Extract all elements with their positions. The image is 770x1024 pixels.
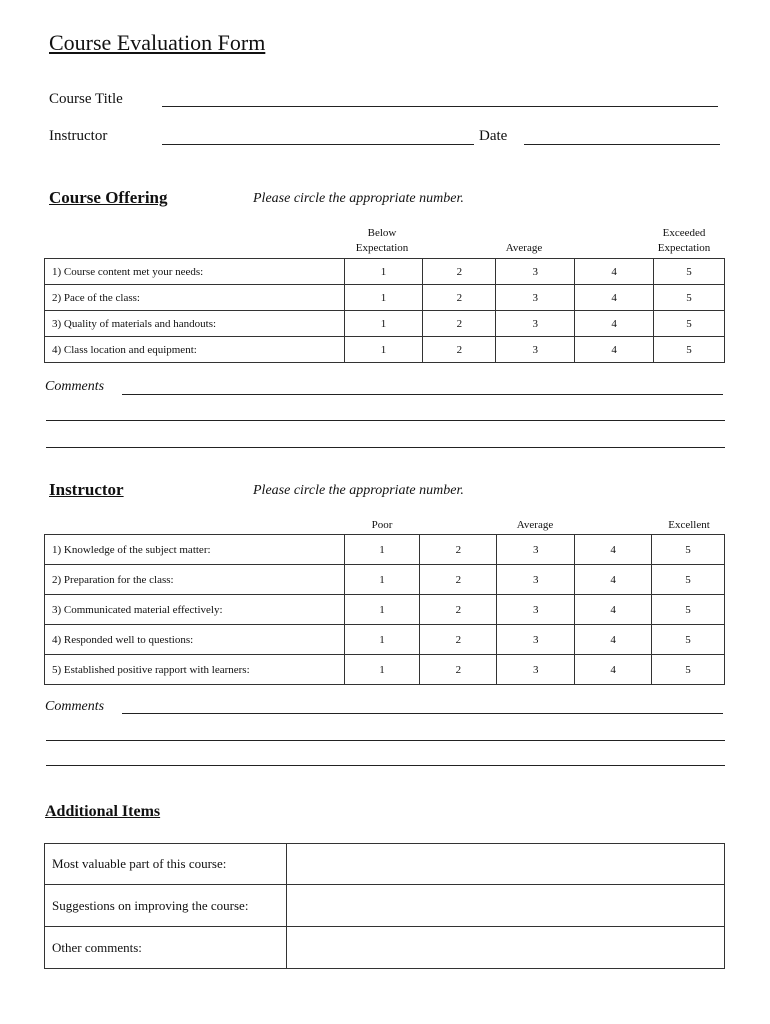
additional-item-answer[interactable] [286, 885, 724, 927]
rating-row [45, 625, 725, 655]
rating-option[interactable]: 2 [423, 337, 496, 363]
rating-option[interactable]: 2 [420, 595, 497, 625]
question-label: 4) Responded well to questions: [45, 625, 345, 655]
rating-row [45, 259, 725, 285]
additional-item-label: Most valuable part of this course: [45, 844, 287, 885]
question-label: 2) Pace of the class: [45, 285, 345, 311]
rating-option[interactable]: 2 [420, 655, 497, 685]
scale-header-poor: Poor [371, 519, 393, 531]
course-offering-comments-line-1[interactable] [122, 394, 723, 395]
instructor-heading: Instructor [49, 480, 124, 499]
rating-option[interactable]: 1 [344, 595, 420, 625]
rating-option[interactable]: 4 [575, 337, 654, 363]
rating-option[interactable]: 5 [652, 595, 725, 625]
instructor-comments-line-3[interactable] [46, 765, 725, 766]
scale-header-low: Below Expectation [355, 227, 409, 254]
rating-option[interactable]: 4 [575, 311, 654, 337]
rating-option[interactable]: 5 [654, 285, 725, 311]
additional-item-label: Other comments: [45, 927, 287, 969]
rating-option[interactable]: 4 [575, 595, 652, 625]
rating-option[interactable]: 4 [575, 625, 652, 655]
rating-option[interactable]: 5 [654, 337, 725, 363]
rating-option[interactable]: 2 [423, 285, 496, 311]
instructor-comments-line-1[interactable] [122, 713, 723, 714]
scale-header-excellent: Excellent [668, 519, 710, 531]
rating-option[interactable]: 4 [575, 535, 652, 565]
rating-option[interactable]: 5 [652, 655, 725, 685]
question-label: 3) Communicated material effectively: [45, 595, 345, 625]
rating-option[interactable]: 3 [496, 311, 575, 337]
rating-option[interactable]: 3 [497, 625, 575, 655]
rating-row [45, 285, 725, 311]
instructor-comments-label: Comments [45, 699, 105, 714]
rating-option[interactable]: 1 [344, 535, 420, 565]
rating-option[interactable]: 2 [423, 311, 496, 337]
instructor-comments-line-2[interactable] [46, 740, 725, 741]
instructor-field[interactable] [162, 144, 474, 145]
rating-row [45, 655, 725, 685]
page-title: Course Evaluation Form [49, 30, 266, 55]
scale-header-average: Average [516, 519, 554, 531]
rating-option[interactable]: 1 [344, 565, 420, 595]
course-offering-instruction: Please circle the appropriate number. [253, 191, 464, 206]
scale-header-high: Exceeded Expectation [657, 227, 711, 254]
question-label: 1) Course content met your needs: [45, 259, 345, 285]
course-offering-comments-label: Comments [45, 379, 105, 394]
instructor-label: Instructor [49, 128, 108, 144]
rating-row [45, 535, 725, 565]
course-title-field[interactable] [162, 106, 718, 107]
rating-option[interactable]: 3 [497, 655, 575, 685]
question-label: 1) Knowledge of the subject matter: [45, 535, 345, 565]
date-label: Date [479, 128, 508, 144]
rating-option[interactable]: 4 [575, 655, 652, 685]
rating-option[interactable]: 3 [497, 535, 575, 565]
question-label: 5) Established positive rapport with learners: [45, 655, 345, 685]
rating-option[interactable]: 5 [652, 625, 725, 655]
rating-option[interactable]: 1 [344, 285, 423, 311]
instructor-instruction: Please circle the appropriate number. [253, 483, 464, 498]
instructor-table [44, 534, 725, 685]
rating-option[interactable]: 5 [654, 259, 725, 285]
rating-option[interactable]: 3 [496, 259, 575, 285]
rating-option[interactable]: 3 [497, 595, 575, 625]
course-offering-table [44, 258, 725, 363]
additional-item-label: Suggestions on improving the course: [45, 885, 287, 927]
rating-option[interactable]: 2 [420, 625, 497, 655]
rating-option[interactable]: 3 [496, 337, 575, 363]
course-offering-comments-line-3[interactable] [46, 447, 725, 448]
rating-option[interactable]: 2 [420, 565, 497, 595]
scale-header-mid: Average [505, 242, 543, 254]
rating-option[interactable]: 1 [344, 655, 420, 685]
rating-row [45, 565, 725, 595]
rating-option[interactable]: 1 [344, 625, 420, 655]
rating-option[interactable]: 1 [344, 337, 423, 363]
rating-option[interactable]: 2 [420, 535, 497, 565]
rating-option[interactable]: 3 [496, 285, 575, 311]
rating-option[interactable]: 4 [575, 285, 654, 311]
rating-option[interactable]: 1 [344, 311, 423, 337]
additional-item-answer[interactable] [286, 927, 724, 969]
course-title-label: Course Title [49, 91, 123, 107]
rating-option[interactable]: 5 [652, 535, 725, 565]
rating-option[interactable]: 4 [575, 565, 652, 595]
course-offering-comments-line-2[interactable] [46, 420, 725, 421]
rating-row [45, 595, 725, 625]
additional-items-heading: Additional Items [45, 803, 161, 820]
question-label: 2) Preparation for the class: [45, 565, 345, 595]
question-label: 3) Quality of materials and handouts: [45, 311, 345, 337]
rating-option[interactable]: 5 [652, 565, 725, 595]
question-label: 4) Class location and equipment: [45, 337, 345, 363]
rating-option[interactable]: 4 [575, 259, 654, 285]
course-offering-heading: Course Offering [49, 188, 168, 207]
rating-option[interactable]: 2 [423, 259, 496, 285]
rating-row [45, 311, 725, 337]
additional-items-table [44, 843, 725, 969]
rating-option[interactable]: 5 [654, 311, 725, 337]
additional-item-answer[interactable] [286, 844, 724, 885]
rating-option[interactable]: 1 [344, 259, 423, 285]
rating-option[interactable]: 3 [497, 565, 575, 595]
rating-row [45, 337, 725, 363]
date-field[interactable] [524, 144, 720, 145]
